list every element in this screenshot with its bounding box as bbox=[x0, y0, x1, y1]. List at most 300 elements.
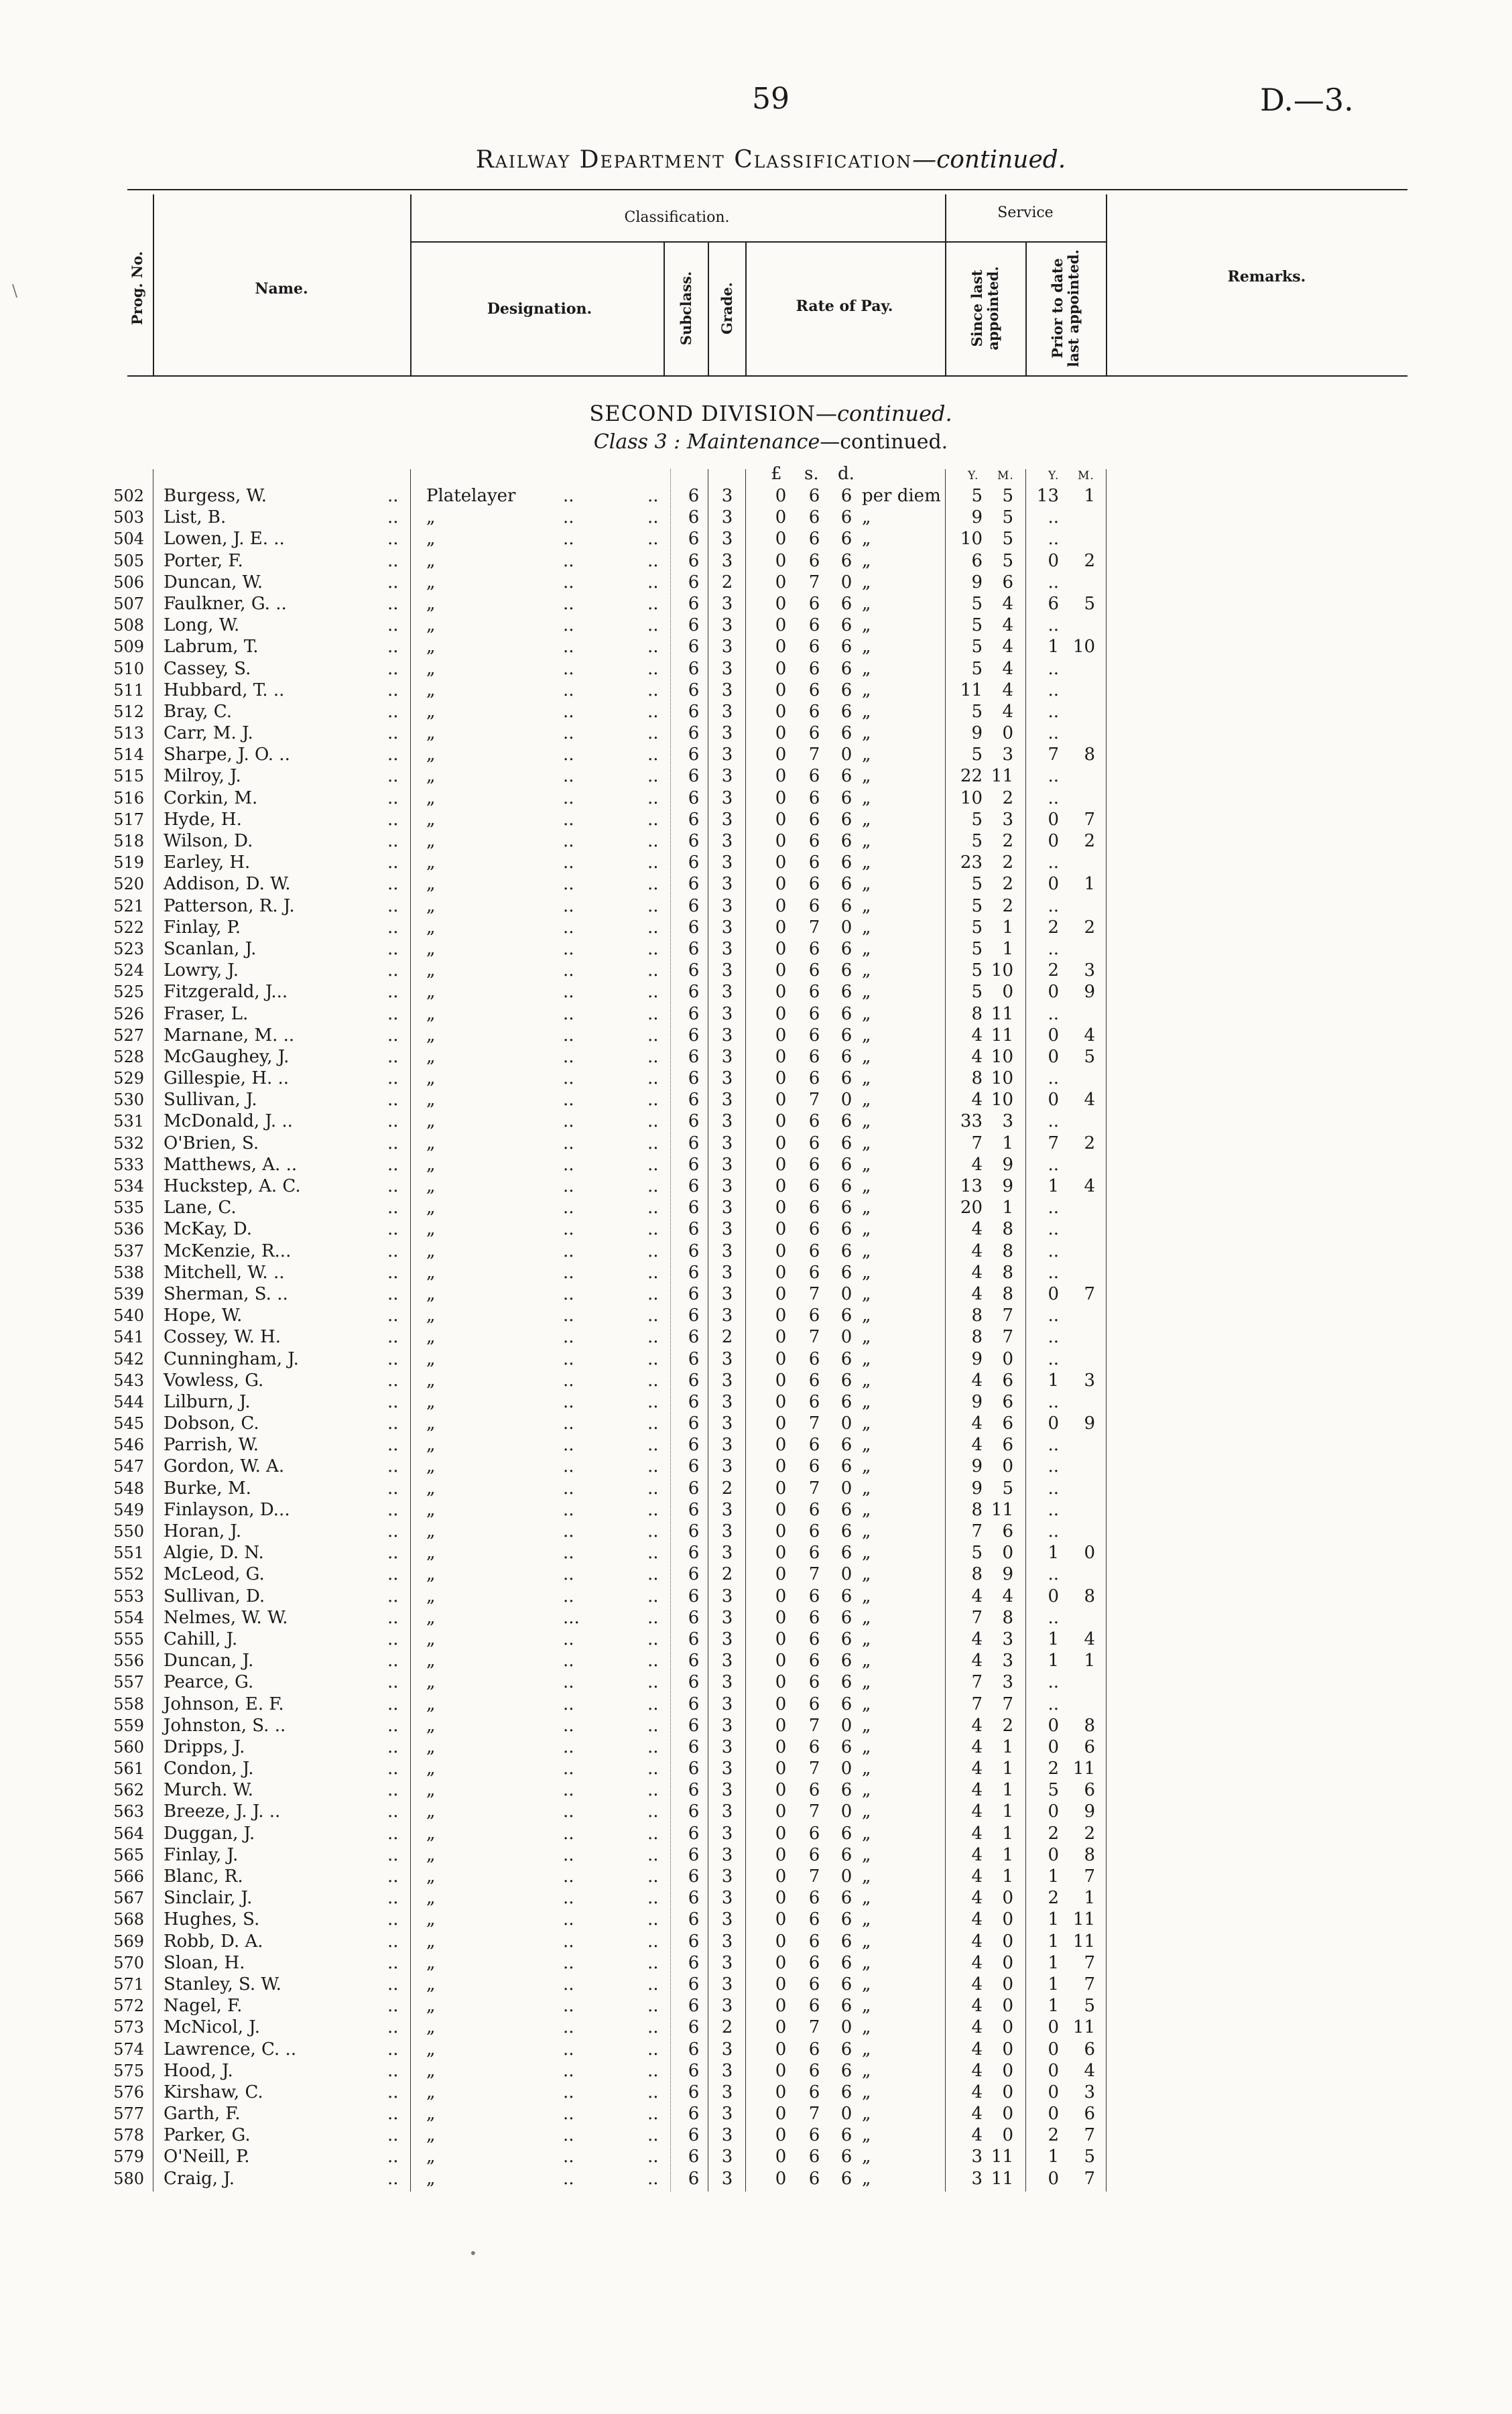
pay-pence: 6 bbox=[840, 1456, 853, 1477]
since-months: 6 bbox=[1002, 572, 1013, 592]
table-row bbox=[0, 1326, 1512, 1348]
designation: „ bbox=[426, 1866, 436, 1887]
designation: „ bbox=[426, 766, 436, 787]
grade: 3 bbox=[721, 809, 733, 830]
pay-period: „ bbox=[862, 637, 871, 657]
subclass: 6 bbox=[688, 2082, 700, 2102]
designation: „ bbox=[426, 1586, 436, 1606]
designation: „ bbox=[426, 1003, 436, 1024]
grade: 3 bbox=[721, 1543, 733, 1564]
grade: 3 bbox=[721, 1456, 733, 1477]
pay-shillings: 7 bbox=[808, 2017, 820, 2038]
pay-shillings: 7 bbox=[808, 1283, 820, 1304]
since-months: 6 bbox=[1002, 1391, 1013, 1412]
since-months: 2 bbox=[1002, 787, 1013, 808]
leader-dots: .. bbox=[647, 1241, 659, 1261]
table-row bbox=[0, 873, 1512, 895]
since-years: 9 bbox=[971, 1478, 983, 1499]
designation: „ bbox=[426, 1780, 436, 1801]
leader-dots: .. bbox=[387, 1952, 399, 1973]
pay-shillings: 6 bbox=[808, 529, 820, 550]
pay-shillings: 6 bbox=[808, 507, 820, 528]
pay-pence: 6 bbox=[840, 1521, 853, 1541]
leader-dots: .. bbox=[563, 1996, 574, 2017]
months-unit: M. bbox=[997, 469, 1014, 483]
table-row bbox=[0, 528, 1512, 550]
pay-pence: 0 bbox=[840, 1090, 853, 1110]
since-months: 7 bbox=[1002, 1694, 1013, 1714]
prior-years: 1 bbox=[1048, 1629, 1059, 1649]
leader-dots: .. bbox=[563, 1327, 574, 1348]
prior-years: .. bbox=[1048, 1241, 1059, 1261]
grade: 3 bbox=[721, 2060, 733, 2081]
pay-pence: 0 bbox=[840, 1564, 853, 1585]
prog-number: 536 bbox=[113, 1220, 144, 1239]
pay-pounds: 0 bbox=[775, 917, 787, 938]
subclass: 6 bbox=[688, 917, 700, 938]
pay-shillings: 7 bbox=[808, 1759, 820, 1779]
header-bottom-rule bbox=[127, 375, 1407, 377]
subclass: 6 bbox=[688, 593, 700, 614]
subclass: 6 bbox=[688, 1844, 700, 1865]
leader-dots: .. bbox=[647, 550, 659, 571]
subclass: 6 bbox=[688, 615, 700, 636]
leader-dots: .. bbox=[387, 766, 399, 787]
grade: 3 bbox=[721, 2147, 733, 2167]
since-months: 1 bbox=[1002, 1198, 1013, 1218]
since-years: 8 bbox=[971, 1068, 983, 1089]
pay-shillings: 6 bbox=[808, 2039, 820, 2059]
leader-dots: .. bbox=[387, 2060, 399, 2081]
designation: „ bbox=[426, 831, 436, 851]
leader-dots: .. bbox=[647, 701, 659, 722]
leader-dots: .. bbox=[647, 1111, 659, 1132]
designation: „ bbox=[426, 680, 436, 700]
designation: „ bbox=[426, 1219, 436, 1240]
prior-months: 7 bbox=[1084, 809, 1095, 830]
table-row bbox=[0, 1995, 1512, 2017]
since-months: 0 bbox=[1002, 1909, 1013, 1930]
prior-years: 13 bbox=[1036, 486, 1059, 506]
pay-period: „ bbox=[862, 1780, 871, 1801]
pay-period: „ bbox=[862, 1283, 871, 1304]
pay-period: per diem bbox=[862, 486, 941, 506]
employee-name: Finlay, P. bbox=[164, 917, 241, 938]
pay-pounds: 0 bbox=[775, 831, 787, 851]
employee-name: Fitzgerald, J... bbox=[164, 982, 288, 1003]
designation: „ bbox=[426, 1111, 436, 1132]
prior-years: .. bbox=[1048, 1672, 1059, 1693]
designation: „ bbox=[426, 637, 436, 657]
subclass: 6 bbox=[688, 1672, 700, 1693]
prior-years: 1 bbox=[1048, 2147, 1059, 2167]
prior-months: 9 bbox=[1084, 1801, 1095, 1822]
prior-years: .. bbox=[1048, 1607, 1059, 1628]
prior-months: 2 bbox=[1084, 917, 1095, 938]
subclass: 6 bbox=[688, 1780, 700, 1801]
prior-months: 2 bbox=[1084, 550, 1095, 571]
leader-dots: .. bbox=[647, 1499, 659, 1520]
since-years: 5 bbox=[971, 593, 983, 614]
since-years: 10 bbox=[960, 787, 983, 808]
pay-pence: 6 bbox=[840, 1111, 853, 1132]
leader-dots: .. bbox=[387, 1478, 399, 1499]
designation: „ bbox=[426, 1198, 436, 1218]
subclass: 6 bbox=[688, 1111, 700, 1132]
leader-dots: .. bbox=[647, 1866, 659, 1887]
employee-name: Lowen, J. E. .. bbox=[164, 529, 285, 550]
prog-number: 559 bbox=[113, 1716, 144, 1735]
pay-shillings: 6 bbox=[808, 637, 820, 657]
pay-pence: 6 bbox=[840, 1348, 853, 1369]
subclass: 6 bbox=[688, 1564, 700, 1585]
prog-number: 547 bbox=[113, 1457, 144, 1476]
pay-shillings: 6 bbox=[808, 701, 820, 722]
pay-period: „ bbox=[862, 1736, 871, 1757]
pay-shillings: 6 bbox=[808, 1521, 820, 1541]
pay-pence: 6 bbox=[840, 2125, 853, 2146]
grade: 3 bbox=[721, 1672, 733, 1693]
subclass: 6 bbox=[688, 529, 700, 550]
table-row bbox=[0, 744, 1512, 765]
pay-pounds: 0 bbox=[775, 2060, 787, 2081]
designation: „ bbox=[426, 1672, 436, 1693]
since-months: 1 bbox=[1002, 1823, 1013, 1844]
table-row bbox=[0, 1110, 1512, 1132]
leader-dots: .. bbox=[563, 1780, 574, 1801]
prior-years: .. bbox=[1048, 1521, 1059, 1541]
prior-years: 1 bbox=[1048, 1974, 1059, 1994]
prior-years: 2 bbox=[1048, 2125, 1059, 2146]
subclass: 6 bbox=[688, 982, 700, 1003]
pay-shillings: 6 bbox=[808, 1370, 820, 1391]
prog-number: 507 bbox=[113, 594, 144, 613]
prog-number: 506 bbox=[113, 572, 144, 592]
prior-months: 3 bbox=[1084, 960, 1095, 981]
prior-months: 7 bbox=[1084, 2168, 1095, 2189]
subclass: 6 bbox=[688, 1801, 700, 1822]
table-row bbox=[0, 1521, 1512, 1542]
designation: „ bbox=[426, 917, 436, 938]
pay-period: „ bbox=[862, 809, 871, 830]
employee-name: Finlay, J. bbox=[164, 1844, 239, 1865]
subclass: 6 bbox=[688, 1478, 700, 1499]
prior-years: .. bbox=[1048, 1068, 1059, 1089]
pay-period: „ bbox=[862, 1306, 871, 1326]
pay-period: „ bbox=[862, 2168, 871, 2189]
pay-shillings: 6 bbox=[808, 1780, 820, 1801]
subclass: 6 bbox=[688, 1651, 700, 1671]
pay-period: „ bbox=[862, 1435, 871, 1456]
subclass: 6 bbox=[688, 766, 700, 787]
leader-dots: .. bbox=[647, 637, 659, 657]
designation: „ bbox=[426, 1823, 436, 1844]
prog-number: 523 bbox=[113, 939, 144, 958]
pay-shillings: 6 bbox=[808, 1154, 820, 1175]
table-row bbox=[0, 2168, 1512, 2189]
leader-dots: .. bbox=[387, 2125, 399, 2146]
grade: 3 bbox=[721, 831, 733, 851]
prior-months: 0 bbox=[1084, 1543, 1095, 1564]
leader-dots: .. bbox=[563, 960, 574, 981]
grade: 3 bbox=[721, 1370, 733, 1391]
since-months: 4 bbox=[1002, 1586, 1013, 1606]
designation: „ bbox=[426, 1241, 436, 1261]
prior-years: .. bbox=[1048, 658, 1059, 679]
prior-years: 0 bbox=[1048, 2060, 1059, 2081]
since-months: 2 bbox=[1002, 831, 1013, 851]
table-row bbox=[0, 1974, 1512, 1995]
grade: 3 bbox=[721, 2168, 733, 2189]
prior-years: .. bbox=[1048, 1499, 1059, 1520]
prior-months: 6 bbox=[1084, 1736, 1095, 1757]
since-years: 8 bbox=[971, 1564, 983, 1585]
employee-name: McNicol, J. bbox=[164, 2017, 260, 2038]
table-row bbox=[0, 1305, 1512, 1326]
leader-dots: .. bbox=[563, 1478, 574, 1499]
grade: 2 bbox=[721, 2017, 733, 2038]
since-years: 4 bbox=[971, 1844, 983, 1865]
prior-months: 8 bbox=[1084, 745, 1095, 765]
grade: 3 bbox=[721, 593, 733, 614]
pay-shillings: 6 bbox=[808, 1672, 820, 1693]
since-months: 0 bbox=[1002, 2017, 1013, 2038]
pay-pounds: 0 bbox=[775, 550, 787, 571]
grade: 2 bbox=[721, 572, 733, 592]
pay-pounds: 0 bbox=[775, 1844, 787, 1865]
pay-shillings: 7 bbox=[808, 1801, 820, 1822]
leader-dots: .. bbox=[387, 1651, 399, 1671]
pay-pounds: 0 bbox=[775, 2104, 787, 2124]
designation: „ bbox=[426, 1306, 436, 1326]
subclass: 6 bbox=[688, 2017, 700, 2038]
since-years: 5 bbox=[971, 982, 983, 1003]
leader-dots: .. bbox=[563, 1672, 574, 1693]
since-years: 9 bbox=[971, 723, 983, 744]
pay-pounds: 0 bbox=[775, 2125, 787, 2146]
leader-dots: .. bbox=[563, 1198, 574, 1218]
pay-pence: 6 bbox=[840, 723, 853, 744]
employee-name: Burgess, W. bbox=[164, 486, 267, 506]
pay-period: „ bbox=[862, 1391, 871, 1412]
leader-dots: .. bbox=[647, 486, 659, 506]
leader-dots: .. bbox=[387, 1219, 399, 1240]
subclass: 6 bbox=[688, 1715, 700, 1736]
subclass: 6 bbox=[688, 1607, 700, 1628]
subclass: 6 bbox=[688, 701, 700, 722]
prior-years: 0 bbox=[1048, 831, 1059, 851]
table-row bbox=[0, 1542, 1512, 1564]
pay-period: „ bbox=[862, 1672, 871, 1693]
designation: „ bbox=[426, 2082, 436, 2102]
leader-dots: .. bbox=[563, 1823, 574, 1844]
since-years: 4 bbox=[971, 1715, 983, 1736]
leader-dots: .. bbox=[387, 1543, 399, 1564]
prog-number: 525 bbox=[113, 982, 144, 1002]
remarks-header: Remarks. bbox=[1227, 268, 1306, 285]
prog-number: 538 bbox=[113, 1263, 144, 1282]
grade: 3 bbox=[721, 1198, 733, 1218]
leader-dots: .. bbox=[387, 831, 399, 851]
prior-months: 6 bbox=[1084, 2104, 1095, 2124]
leader-dots: .. bbox=[387, 1003, 399, 1024]
table-row bbox=[0, 593, 1512, 615]
pay-period: „ bbox=[862, 658, 871, 679]
since-years: 5 bbox=[971, 658, 983, 679]
pay-pence: 0 bbox=[840, 2017, 853, 2038]
prior-months: 4 bbox=[1084, 1090, 1095, 1110]
designation: „ bbox=[426, 529, 436, 550]
table-row bbox=[0, 2103, 1512, 2124]
table-row bbox=[0, 2039, 1512, 2060]
pay-pounds: 0 bbox=[775, 680, 787, 700]
leader-dots: .. bbox=[387, 917, 399, 938]
leader-dots: .. bbox=[647, 1586, 659, 1606]
pay-shillings: 6 bbox=[808, 1996, 820, 2017]
prior-months: 7 bbox=[1084, 1283, 1095, 1304]
table-row bbox=[0, 1003, 1512, 1025]
prog-number: 575 bbox=[113, 2061, 144, 2080]
leader-dots: .. bbox=[387, 1046, 399, 1067]
designation: „ bbox=[426, 658, 436, 679]
prior-years: 2 bbox=[1048, 917, 1059, 938]
leader-dots: .. bbox=[647, 615, 659, 636]
pay-period: „ bbox=[862, 766, 871, 787]
pay-period: „ bbox=[862, 701, 871, 722]
table-row bbox=[0, 1218, 1512, 1240]
leader-dots: .. bbox=[647, 1198, 659, 1218]
pay-period: „ bbox=[862, 2039, 871, 2059]
pay-period: „ bbox=[862, 917, 871, 938]
since-years: 4 bbox=[971, 1629, 983, 1649]
since-years: 5 bbox=[971, 701, 983, 722]
designation: „ bbox=[426, 2125, 436, 2146]
prior-months: 2 bbox=[1084, 1133, 1095, 1153]
prog-number: 504 bbox=[113, 529, 144, 549]
pay-pounds: 0 bbox=[775, 1370, 787, 1391]
leader-dots: .. bbox=[387, 1607, 399, 1628]
subclass: 6 bbox=[688, 960, 700, 981]
prior-years: .. bbox=[1048, 1348, 1059, 1369]
employee-name: Johnston, S. .. bbox=[164, 1715, 286, 1736]
pay-period: „ bbox=[862, 1801, 871, 1822]
prog-number: 577 bbox=[113, 2104, 144, 2124]
pay-pence: 0 bbox=[840, 745, 853, 765]
grade: 3 bbox=[721, 745, 733, 765]
prog-number: 529 bbox=[113, 1069, 144, 1088]
leader-dots: .. bbox=[563, 1025, 574, 1045]
pay-period: „ bbox=[862, 1456, 871, 1477]
subclass: 6 bbox=[688, 787, 700, 808]
subclass: 6 bbox=[688, 831, 700, 851]
prog-number: 571 bbox=[113, 1974, 144, 1994]
pay-shillings: 6 bbox=[808, 593, 820, 614]
grade: 3 bbox=[721, 1068, 733, 1089]
leader-dots: .. bbox=[563, 2104, 574, 2124]
prior-years: 0 bbox=[1048, 2168, 1059, 2189]
prior-years: .. bbox=[1048, 1391, 1059, 1412]
employee-name: Hood, J. bbox=[164, 2060, 233, 2081]
pay-period: „ bbox=[862, 895, 871, 916]
subclass: 6 bbox=[688, 637, 700, 657]
leader-dots: .. bbox=[647, 766, 659, 787]
since-months: 4 bbox=[1002, 593, 1013, 614]
prog-number: 541 bbox=[113, 1328, 144, 1347]
leader-dots: .. bbox=[563, 1801, 574, 1822]
leader-dots: .. bbox=[563, 1499, 574, 1520]
employee-name: Huckstep, A. C. bbox=[164, 1176, 301, 1196]
pay-pence: 6 bbox=[840, 938, 853, 959]
prior-months: 4 bbox=[1084, 1176, 1095, 1196]
pay-shillings: 6 bbox=[808, 982, 820, 1003]
pay-pence: 0 bbox=[840, 1327, 853, 1348]
pay-period: „ bbox=[862, 1629, 871, 1649]
pay-shillings: 6 bbox=[808, 1974, 820, 1994]
designation: „ bbox=[426, 787, 436, 808]
pay-shillings: 6 bbox=[808, 1111, 820, 1132]
leader-dots: .. bbox=[563, 938, 574, 959]
pay-pounds: 0 bbox=[775, 1586, 787, 1606]
prog-number: 520 bbox=[113, 875, 144, 894]
grade: 3 bbox=[721, 529, 733, 550]
pay-pence: 6 bbox=[840, 1780, 853, 1801]
since-months: 0 bbox=[1002, 1456, 1013, 1477]
prior-years: .. bbox=[1048, 1694, 1059, 1714]
pay-pence: 6 bbox=[840, 1435, 853, 1456]
designation: „ bbox=[426, 615, 436, 636]
prior-years: 1 bbox=[1048, 1866, 1059, 1887]
designation: „ bbox=[426, 2060, 436, 2081]
pay-pence: 6 bbox=[840, 1499, 853, 1520]
pay-pence: 6 bbox=[840, 1068, 853, 1089]
pay-shillings: 6 bbox=[808, 1068, 820, 1089]
pay-pounds: 0 bbox=[775, 529, 787, 550]
pay-pounds: 0 bbox=[775, 1996, 787, 2017]
prog-number: 560 bbox=[113, 1737, 144, 1757]
pay-period: „ bbox=[862, 1176, 871, 1196]
pay-pounds: 0 bbox=[775, 1736, 787, 1757]
subclass: 6 bbox=[688, 680, 700, 700]
since-months: 9 bbox=[1002, 1154, 1013, 1175]
since-years: 4 bbox=[971, 2060, 983, 2081]
pay-pence: 6 bbox=[840, 982, 853, 1003]
grade: 3 bbox=[721, 852, 733, 873]
prior-months: 7 bbox=[1084, 1866, 1095, 1887]
table-row bbox=[0, 2017, 1512, 2038]
grade: 3 bbox=[721, 1521, 733, 1541]
pay-period: „ bbox=[862, 1154, 871, 1175]
since-years: 8 bbox=[971, 1499, 983, 1520]
leader-dots: .. bbox=[387, 874, 399, 895]
table-row bbox=[0, 917, 1512, 938]
prog-number: 550 bbox=[113, 1522, 144, 1541]
leader-dots: .. bbox=[387, 1198, 399, 1218]
designation: „ bbox=[426, 1996, 436, 2017]
pay-shillings: 6 bbox=[808, 938, 820, 959]
pay-shillings: 6 bbox=[808, 680, 820, 700]
since-months: 10 bbox=[991, 960, 1013, 981]
table-row bbox=[0, 701, 1512, 722]
table-row bbox=[0, 809, 1512, 830]
leader-dots: .. bbox=[647, 1219, 659, 1240]
employee-name: Cunningham, J. bbox=[164, 1348, 299, 1369]
pay-pounds: 0 bbox=[775, 1888, 787, 1909]
leader-dots: .. bbox=[647, 809, 659, 830]
pay-pounds: 0 bbox=[775, 507, 787, 528]
prior-years: 0 bbox=[1048, 2082, 1059, 2102]
employee-name: Hyde, H. bbox=[164, 809, 242, 830]
leader-dots: .. bbox=[563, 701, 574, 722]
